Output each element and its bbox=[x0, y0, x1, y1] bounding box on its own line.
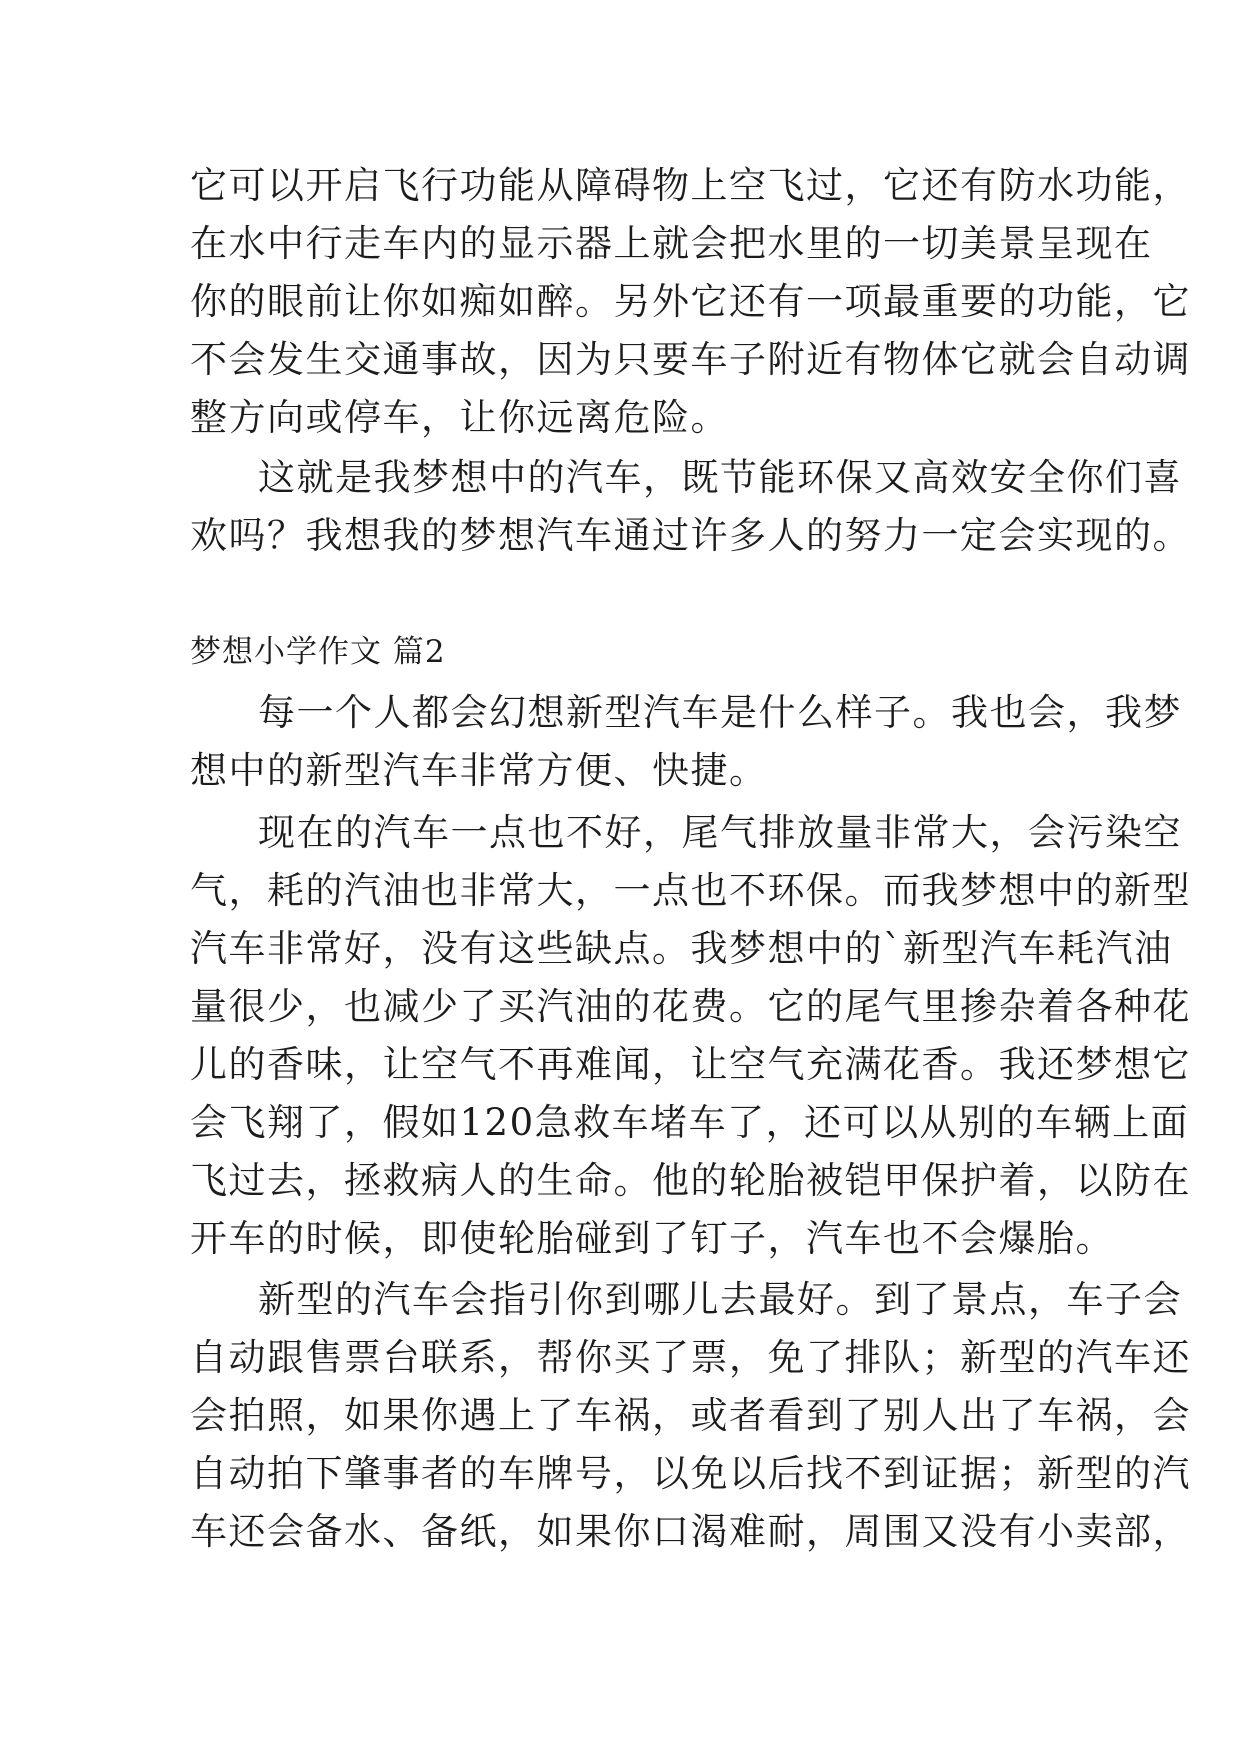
text-line: 每一个人都会幻想新型汽车是什么样子。我也会，我梦 bbox=[258, 691, 1182, 734]
text-line: 现在的汽车一点也不好，尾气排放量非常大，会污染空 bbox=[258, 811, 1182, 854]
text-line: 飞过去，拯救病人的生命。他的轮胎被铠甲保护着，以防在 bbox=[190, 1159, 1191, 1202]
text-line: 不会发生交通事故，因为只要车子附近有物体它就会自动调 bbox=[190, 338, 1191, 381]
text-line: 在水中行走车内的显示器上就会把水里的一切美景呈现在 bbox=[190, 222, 1153, 265]
text-line: 欢吗？我想我的梦想汽车通过许多人的努力一定会实现的。 bbox=[190, 514, 1191, 557]
text-line: 你的眼前让你如痴如醉。另外它还有一项最重要的功能，它 bbox=[190, 280, 1191, 323]
text-line: 儿的香味，让空气不再难闻，让空气充满花香。我还梦想它 bbox=[190, 1043, 1191, 1086]
section-heading: 梦想小学作文 篇2 bbox=[190, 634, 446, 670]
text-line: 车还会备水、备纸，如果你口渴难耐，周围又没有小卖部， bbox=[190, 1510, 1191, 1553]
text-line: 会拍照，如果你遇上了车祸，或者看到了别人出了车祸，会 bbox=[190, 1394, 1191, 1437]
text-line: 自动跟售票台联系，帮你买了票，免了排队；新型的汽车还 bbox=[190, 1336, 1191, 1379]
text-line: 整方向或停车，让你远离危险。 bbox=[190, 396, 729, 439]
text-line: 会飞翔了，假如120急救车堵车了，还可以从别的车辆上面 bbox=[190, 1101, 1190, 1144]
text-line: 这就是我梦想中的汽车，既节能环保又高效安全你们喜 bbox=[258, 456, 1182, 499]
text-line: 气，耗的汽油也非常大，一点也不环保。而我梦想中的新型 bbox=[190, 869, 1191, 912]
text-line: 想中的新型汽车非常方便、快捷。 bbox=[190, 749, 768, 792]
text-line: 量很少，也减少了买汽油的花费。它的尾气里掺杂着各种花 bbox=[190, 985, 1191, 1028]
text-line: 自动拍下肇事者的车牌号，以免以后找不到证据；新型的汽 bbox=[190, 1452, 1191, 1495]
text-line: 新型的汽车会指引你到哪儿去最好。到了景点，车子会 bbox=[258, 1278, 1182, 1321]
text-line: 它可以开启飞行功能从障碍物上空飞过，它还有防水功能， bbox=[190, 164, 1191, 207]
text-line: 开车的时候，即使轮胎碰到了钉子，汽车也不会爆胎。 bbox=[190, 1217, 1114, 1260]
text-line: 汽车非常好，没有这些缺点。我梦想中的`新型汽车耗汽油 bbox=[190, 927, 1173, 970]
